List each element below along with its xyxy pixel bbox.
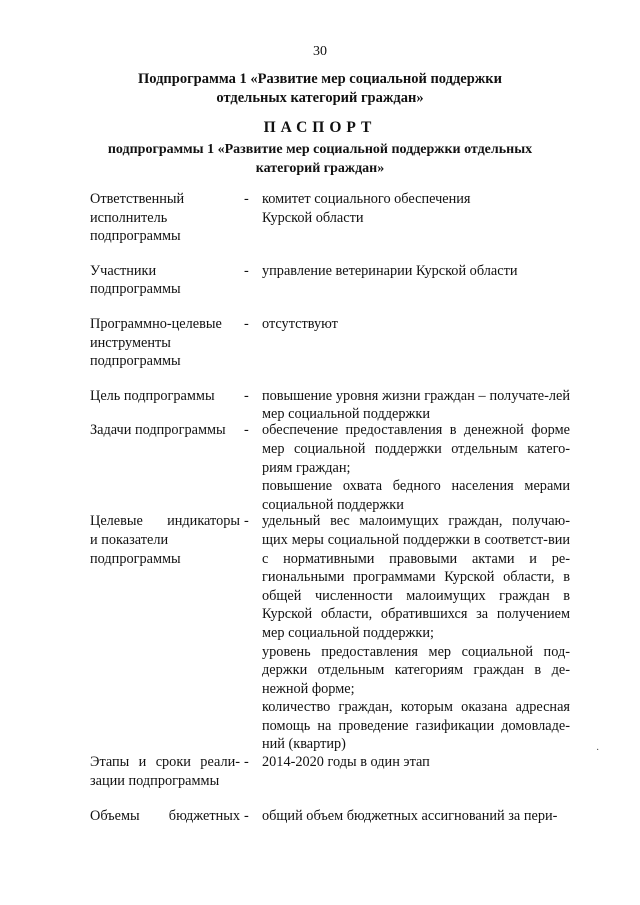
row-label-line: и показатели bbox=[90, 531, 169, 548]
row-label bbox=[90, 421, 240, 440]
row-label-line: Целевые индикаторы bbox=[90, 513, 240, 530]
passport-row-target-indicators bbox=[0, 512, 640, 753]
row-label-line: Ответственный bbox=[90, 191, 185, 207]
row-value-line: 2014-2020 годы в один этап bbox=[262, 754, 430, 771]
row-label-line: Участники bbox=[90, 262, 157, 279]
row-value bbox=[262, 262, 570, 281]
passport-subtitle bbox=[0, 140, 640, 178]
row-value bbox=[262, 807, 570, 826]
passport-subtitle-line: подпрограммы 1 «Развитие мер социальной поддержки отдельных bbox=[107, 142, 533, 157]
row-label-line: Цель подпрограммы bbox=[90, 387, 215, 404]
row-label bbox=[90, 190, 240, 246]
row-label-line: Объемы бюджетных bbox=[90, 807, 240, 824]
scan-speck: · bbox=[596, 745, 600, 756]
row-label-line: подпрограммы bbox=[90, 281, 181, 298]
row-dash: - bbox=[244, 191, 249, 207]
passport-table bbox=[0, 190, 640, 841]
passport-row-program-instruments bbox=[0, 315, 640, 371]
row-value-line: управление ветеринарии Курской области bbox=[262, 262, 518, 279]
row-dash: - bbox=[244, 315, 249, 332]
row-dash: - bbox=[244, 387, 249, 404]
passport-row-goal bbox=[0, 387, 640, 423]
row-label-line: Этапы и сроки реали- bbox=[90, 754, 240, 771]
row-value-line: отсутствуют bbox=[262, 315, 338, 332]
row-value bbox=[262, 753, 570, 772]
page-number: 30 bbox=[313, 44, 327, 59]
row-label bbox=[90, 753, 240, 790]
row-dash: - bbox=[244, 807, 249, 824]
passport-subtitle-line: категорий граждан» bbox=[255, 161, 385, 176]
row-dash: - bbox=[244, 513, 249, 530]
row-label bbox=[90, 262, 240, 299]
row-label-line: исполнитель bbox=[90, 209, 168, 226]
row-value bbox=[262, 190, 570, 227]
passport-row-budget-volumes bbox=[0, 807, 640, 826]
row-value-line: удельный вес малоимущих граждан, получаю-щих меры социальной поддержки в соответст-вии с нормативными правовыми актами и ре-гиональными программами Курской области, в общей численности малоимущих граждан в Курской области, обратившихся за получением мер социальной поддержки; bbox=[262, 513, 570, 641]
row-label-line: подпрограммы bbox=[90, 353, 181, 370]
row-value-line: уровень предоставления мер социальной под-держки отдельным категориям граждан в де-нежной форме; bbox=[262, 643, 570, 697]
row-value-line: Курской области bbox=[262, 209, 364, 226]
row-label-line: Программно-целевые bbox=[90, 315, 222, 332]
row-value-line: общий объем бюджетных ассигнований за пери- bbox=[262, 807, 558, 824]
row-dash: - bbox=[244, 262, 249, 279]
subprogram-title bbox=[0, 70, 640, 108]
row-label-line: инструменты bbox=[90, 334, 171, 351]
passport-heading: ПАСПОРТ bbox=[263, 119, 377, 136]
row-label-line: подпрограммы bbox=[90, 228, 181, 245]
row-value-line: количество граждан, которым оказана адресная помощь на проведение газификации домовладе-ний (квартир) bbox=[262, 699, 570, 753]
subprogram-title-line: отдельных категорий граждан» bbox=[216, 90, 424, 106]
subprogram-title-line: Подпрограмма 1 «Развитие мер социальной поддержки bbox=[137, 71, 503, 87]
passport-row-stages-and-terms bbox=[0, 753, 640, 790]
passport-row-responsible-executor bbox=[0, 190, 640, 246]
row-label-line: Задачи подпрограммы bbox=[90, 422, 226, 439]
row-value bbox=[262, 421, 570, 514]
row-value-line: обеспечение предоставления в денежной форме мер социальной поддержки отдельным катего-риям граждан; bbox=[262, 422, 570, 476]
row-value-line: комитет социального обеспечения bbox=[262, 191, 471, 207]
passport-row-tasks bbox=[0, 421, 640, 513]
row-value bbox=[262, 512, 570, 754]
row-label-line: зации подпрограммы bbox=[90, 772, 220, 789]
row-dash: - bbox=[244, 422, 249, 439]
row-label bbox=[90, 807, 240, 826]
passport-row-participants bbox=[0, 262, 640, 299]
row-label bbox=[90, 512, 240, 568]
row-value-line: повышение уровня жизни граждан – получате-лей мер социальной поддержки bbox=[262, 387, 570, 423]
row-value bbox=[262, 315, 570, 334]
row-label-line: подпрограммы bbox=[90, 550, 181, 567]
row-dash: - bbox=[244, 754, 249, 771]
row-value bbox=[262, 387, 570, 424]
row-label bbox=[90, 387, 240, 406]
row-value-line: повышение охвата бедного населения мерами социальной поддержки bbox=[262, 478, 570, 513]
row-label bbox=[90, 315, 240, 371]
